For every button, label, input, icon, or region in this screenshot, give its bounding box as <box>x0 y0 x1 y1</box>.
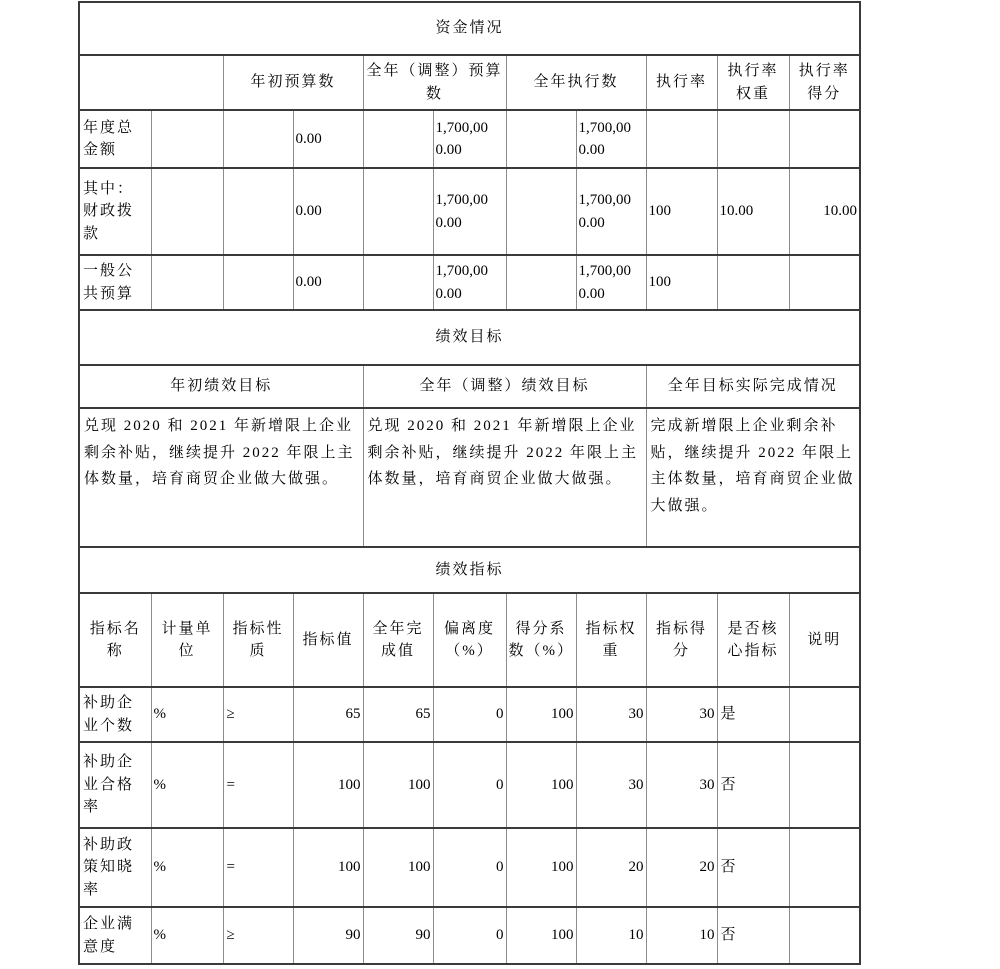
empty-cell <box>151 255 223 310</box>
funding-header-blank <box>79 55 223 110</box>
funding-execution-rate-value: 100 <box>646 255 717 310</box>
goals-header-initial: 年初绩效目标 <box>79 365 363 408</box>
indicator-header-deviation: 偏离度（%） <box>433 593 506 687</box>
indicator-header-target: 指标值 <box>293 593 363 687</box>
funding-row-public-budget <box>79 255 860 310</box>
indicator-nature: = <box>223 742 293 828</box>
indicator-unit: % <box>151 742 223 828</box>
indicator-is-core: 否 <box>717 828 789 907</box>
funding-execution-rate-value: 100 <box>646 168 717 255</box>
indicator-completed: 100 <box>363 828 433 907</box>
funding-executed-value: 1,700,000.00 <box>576 168 646 255</box>
indicator-header-completed: 全年完成值 <box>363 593 433 687</box>
empty-cell <box>223 110 293 168</box>
goals-header-row <box>79 365 860 408</box>
indicator-nature: ≥ <box>223 687 293 742</box>
goals-text-row <box>79 408 860 547</box>
indicator-note <box>789 687 860 742</box>
funding-header-rate-score: 执行率得分 <box>789 55 860 110</box>
indicator-score-coef: 100 <box>506 742 576 828</box>
empty-cell <box>223 168 293 255</box>
indicator-note <box>789 828 860 907</box>
indicator-unit: % <box>151 907 223 964</box>
funding-header-execution-rate: 执行率 <box>646 55 717 110</box>
empty-cell <box>506 255 576 310</box>
goals-header-actual: 全年目标实际完成情况 <box>646 365 860 408</box>
funding-header-adjusted-budget: 全年（调整）预算数 <box>363 55 506 110</box>
indicator-row <box>79 828 860 907</box>
goals-header-adjusted: 全年（调整）绩效目标 <box>363 365 646 408</box>
indicator-score: 30 <box>646 687 717 742</box>
empty-cell <box>363 255 433 310</box>
indicators-header-row <box>79 593 860 687</box>
indicator-score-coef: 100 <box>506 907 576 964</box>
indicator-header-is-core: 是否核心指标 <box>717 593 789 687</box>
indicator-completed: 90 <box>363 907 433 964</box>
empty-cell <box>506 168 576 255</box>
indicator-weight: 20 <box>576 828 646 907</box>
indicator-score-coef: 100 <box>506 687 576 742</box>
indicator-target: 90 <box>293 907 363 964</box>
indicator-header-score-coef: 得分系数（%） <box>506 593 576 687</box>
empty-cell <box>363 110 433 168</box>
funding-executed-value: 1,700,000.00 <box>576 255 646 310</box>
funding-initial-budget-value: 0.00 <box>293 255 363 310</box>
indicator-completed: 65 <box>363 687 433 742</box>
funding-rate-score-value <box>789 255 860 310</box>
indicator-nature: = <box>223 828 293 907</box>
funding-header-initial-budget: 年初预算数 <box>223 55 363 110</box>
funding-header-rate-weight: 执行率权重 <box>717 55 789 110</box>
funding-row-annual-total <box>79 110 860 168</box>
indicator-target: 65 <box>293 687 363 742</box>
indicator-unit: % <box>151 687 223 742</box>
indicator-name: 补助企业个数 <box>79 687 151 742</box>
indicator-row <box>79 907 860 964</box>
funding-rate-weight-value <box>717 110 789 168</box>
indicator-name: 企业满意度 <box>79 907 151 964</box>
indicator-is-core: 否 <box>717 742 789 828</box>
indicator-nature: ≥ <box>223 907 293 964</box>
indicator-header-note: 说明 <box>789 593 860 687</box>
funding-initial-budget-value: 0.00 <box>293 168 363 255</box>
indicator-deviation: 0 <box>433 907 506 964</box>
goal-text-adjusted: 兑现 2020 和 2021 年新增限上企业剩余补贴，继续提升 2022 年限上主体数量，培育商贸企业做大做强。 <box>363 408 646 547</box>
indicator-name: 补助企业合格率 <box>79 742 151 828</box>
indicator-header-nature: 指标性质 <box>223 593 293 687</box>
funding-adjusted-budget-value: 1,700,000.00 <box>433 255 506 310</box>
funding-header-row <box>79 55 860 110</box>
indicator-deviation: 0 <box>433 687 506 742</box>
funding-header-executed: 全年执行数 <box>506 55 646 110</box>
goal-text-initial: 兑现 2020 和 2021 年新增限上企业剩余补贴，继续提升 2022 年限上主体数量，培育商贸企业做大做强。 <box>79 408 363 547</box>
indicator-completed: 100 <box>363 742 433 828</box>
indicator-deviation: 0 <box>433 742 506 828</box>
indicators-section-row <box>79 547 860 593</box>
funding-rate-weight-value <box>717 255 789 310</box>
empty-cell <box>223 255 293 310</box>
funding-row-label: 一般公共预算 <box>79 255 151 310</box>
indicator-score: 30 <box>646 742 717 828</box>
funding-initial-budget-value: 0.00 <box>293 110 363 168</box>
goals-section-title: 绩效目标 <box>79 310 860 365</box>
indicator-header-weight: 指标权重 <box>576 593 646 687</box>
funding-executed-value: 1,700,000.00 <box>576 110 646 168</box>
empty-cell <box>151 168 223 255</box>
indicator-is-core: 否 <box>717 907 789 964</box>
indicator-name: 补助政策知晓率 <box>79 828 151 907</box>
indicator-header-name: 指标名称 <box>79 593 151 687</box>
indicator-row <box>79 687 860 742</box>
indicator-header-unit: 计量单位 <box>151 593 223 687</box>
funding-rate-weight-value: 10.00 <box>717 168 789 255</box>
funding-row-fiscal-allocation <box>79 168 860 255</box>
indicator-target: 100 <box>293 828 363 907</box>
funding-adjusted-budget-value: 1,700,000.00 <box>433 168 506 255</box>
empty-cell <box>151 110 223 168</box>
funding-row-label: 其中：财政拨款 <box>79 168 151 255</box>
indicator-unit: % <box>151 828 223 907</box>
indicator-target: 100 <box>293 742 363 828</box>
indicator-deviation: 0 <box>433 828 506 907</box>
funding-execution-rate-value <box>646 110 717 168</box>
indicator-score: 10 <box>646 907 717 964</box>
empty-cell <box>506 110 576 168</box>
funding-section-title: 资金情况 <box>79 2 860 55</box>
indicators-section-title: 绩效指标 <box>79 547 860 593</box>
indicator-row <box>79 742 860 828</box>
indicator-weight: 30 <box>576 687 646 742</box>
indicator-header-score: 指标得分 <box>646 593 717 687</box>
indicator-weight: 10 <box>576 907 646 964</box>
performance-report-table <box>78 1 861 965</box>
goals-section-row <box>79 310 860 365</box>
funding-row-label: 年度总金额 <box>79 110 151 168</box>
indicator-note <box>789 907 860 964</box>
goal-text-actual: 完成新增限上企业剩余补贴，继续提升 2022 年限上主体数量，培育商贸企业做大做强。 <box>646 408 860 547</box>
funding-rate-score-value: 10.00 <box>789 168 860 255</box>
funding-rate-score-value <box>789 110 860 168</box>
empty-cell <box>363 168 433 255</box>
indicator-weight: 30 <box>576 742 646 828</box>
funding-adjusted-budget-value: 1,700,000.00 <box>433 110 506 168</box>
indicator-is-core: 是 <box>717 687 789 742</box>
funding-section-row <box>79 2 860 55</box>
indicator-note <box>789 742 860 828</box>
indicator-score-coef: 100 <box>506 828 576 907</box>
indicator-score: 20 <box>646 828 717 907</box>
